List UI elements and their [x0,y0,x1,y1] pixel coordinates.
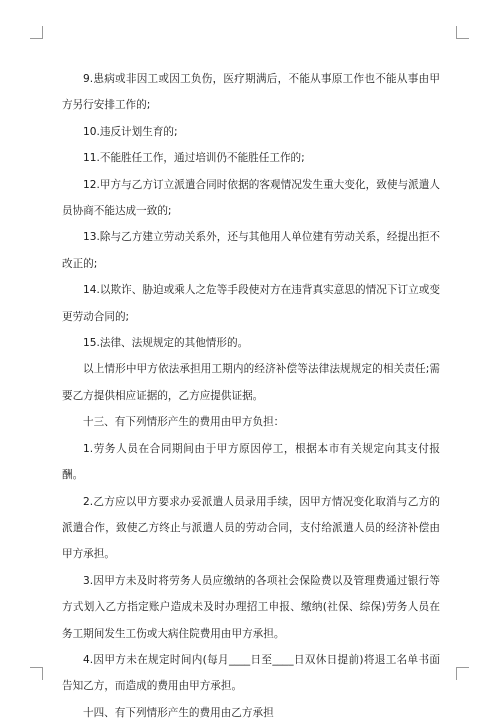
clause-15: 15.法律、法规规定的其他情形的。 [83,337,249,350]
document-body [62,66,440,726]
crop-mark-top-right [456,26,469,39]
clause-9: 9.患病或非因工或因工负伤，医疗期满后，不能从事原工作也不能从事由甲方另行安排工作的; [62,73,440,112]
clause-13: 13.除与乙方建立劳动关系外，还与其他用人单位建有劳动关系，经提出拒不改正的; [62,231,440,270]
section-13-item-3: 3.因甲方未及时将劳务人员应缴纳的各项社会保险费以及管理费通过银行等方式划入乙方指定账户造成未及时办理招工申报、缴纳(社保、综保)劳务人员在务工期间发生工伤或大病住院费用由甲方承担。 [62,574,440,640]
section-14-heading: 十四、有下列情形产生的费用由乙方承担 [83,706,274,719]
section-13-heading: 十三、有下列情形产生的费用由甲方负担： [83,416,285,429]
crop-mark-top-left [30,26,43,39]
clause-14: 14.以欺诈、胁迫或乘人之危等手段使对方在违背真实意思的情况下订立或变更劳动合同的; [62,284,440,323]
clause-11: 11.不能胜任工作，通过培训仍不能胜任工作的; [83,152,305,165]
section-13-item-4: 4.因甲方未在规定时间内(每月____日至____日双休日提前)将退工名单书面告知乙方，而造成的费用由甲方承担。 [62,653,440,693]
crop-mark-bottom-right [456,667,469,680]
section-13-item-2: 2.乙方应以甲方要求办妥派遣人员录用手续，因甲方情况变化取消与乙方的派遣合作，致使乙方终止与派遣人员的劳动合同，支付给派遣人员的经济补偿由甲方承担。 [62,495,440,561]
crop-mark-bottom-left [30,667,43,680]
clause-12: 12.甲方与乙方订立派遣合同时依据的客观情况发生重大变化，致使与派遣人员协商不能达成一致的; [62,178,440,218]
liability-paragraph: 以上情形中甲方依法承担用工期内的经济补偿等法律法规规定的相关责任;需要乙方提供相应证据的，乙方应提供证据。 [62,363,440,402]
section-13-item-1: 1.劳务人员在合同期间由于甲方原因停工，根据本市有关规定向其支付报酬。 [62,442,440,482]
clause-10: 10.违反计划生育的; [83,125,178,138]
